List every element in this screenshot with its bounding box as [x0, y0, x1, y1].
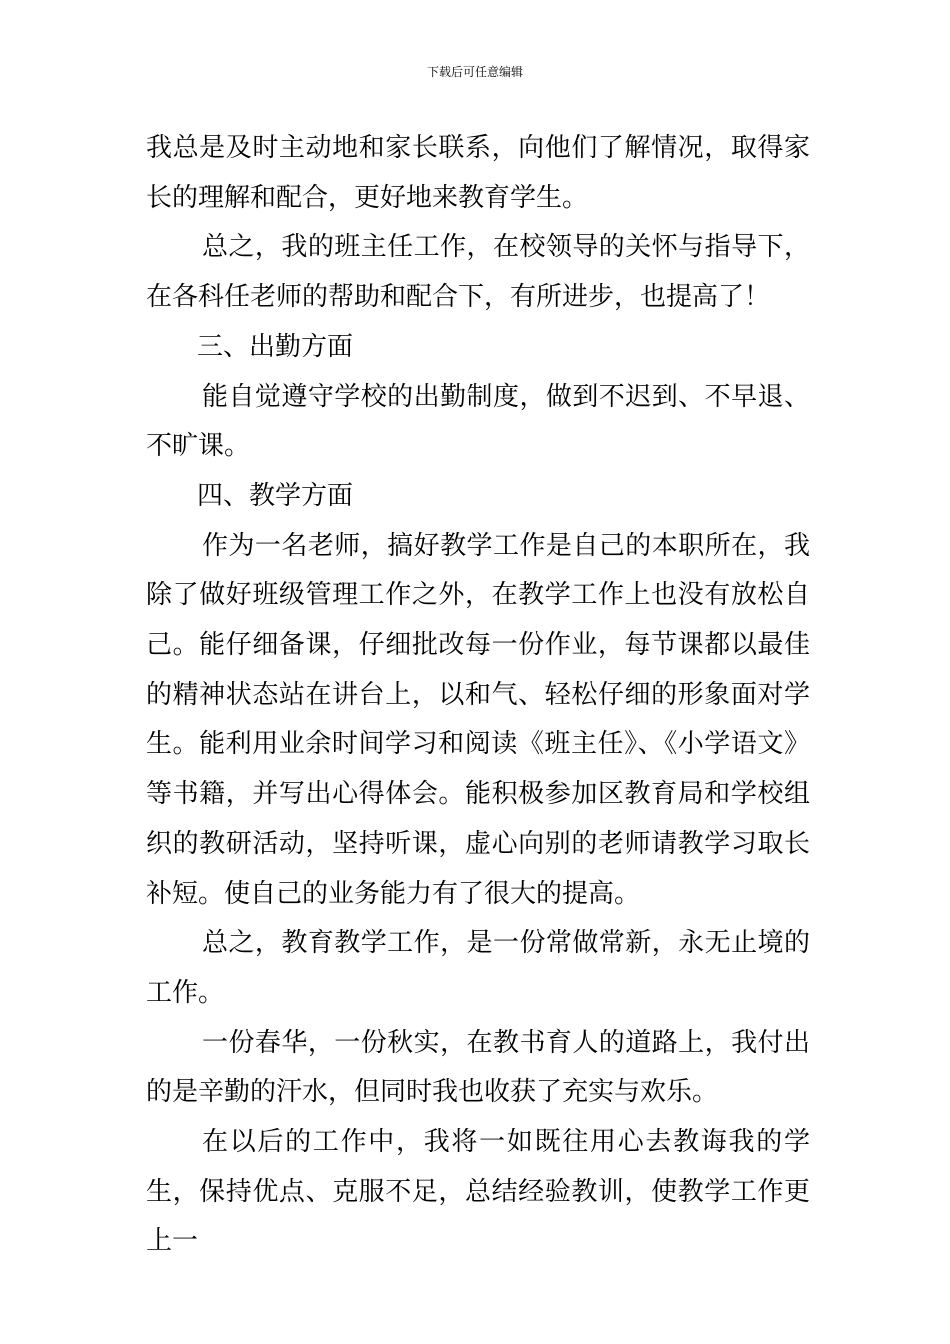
section-heading-teaching: 四、教学方面 — [197, 480, 354, 511]
paragraph-teaching-summary: 总之，教育教学工作，是一份常做常新，永无止境的工作。 — [146, 928, 810, 1008]
paragraph-harvest: 一份春华，一份秋实，在教书育人的道路上，我付出的是辛勤的汗水，但同时我也收获了充实与欢乐。 — [146, 1027, 810, 1108]
paragraph-future: 在以后的工作中，我将一如既往用心去教诲我的学生，保持优点、克服不足，总结经验教训，使教学工作更上一 — [146, 1127, 810, 1257]
page-header-note: 下载后可任意编辑 — [426, 65, 523, 79]
document-body — [146, 124, 810, 1267]
paragraph-attendance: 能自觉遵守学校的出勤制度，做到不迟到、不早退、不旷课。 — [146, 381, 810, 462]
paragraph-class-teacher-summary: 总之，我的班主任工作，在校领导的关怀与指导下，在各科任老师的帮助和配合下，有所进步，也提高了！ — [146, 232, 810, 313]
section-heading-attendance: 三、出勤方面 — [197, 331, 354, 362]
paragraph-teaching: 作为一名老师，搞好教学工作是自己的本职所在，我除了做好班级管理工作之外，在教学工作上也没有放松自己。能仔细备课，仔细批改每一份作业，每节课都以最佳的精神状态站在讲台上，以和气、轻松仔细的形象面对学生。能利用业余时间学习和阅读《班主任》、《小学语文》等书籍，并写出心得体会。能积极参加区教育局和学校组织的教研活动，坚持听课，虚心向别的老师请教学习取长补短。使自己的业务能力有了很大的提高。 — [146, 530, 810, 909]
paragraph-family-contact: 我总是及时主动地和家长联系，向他们了解情况，取得家长的理解和配合，更好地来教育学生。 — [146, 133, 810, 213]
